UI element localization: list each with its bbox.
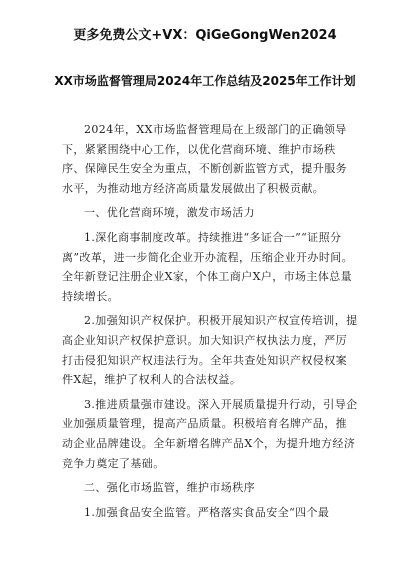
section-1-item-3: 3.推进质量强市建设。深入开展质量提升行动，引导企业加强质量管理，提高产品质量。积极培育名牌产品，推动企业品牌建设。全年新增名牌产品X个，为提升地方经济竞争力奠定了基础。 — [62, 397, 358, 470]
document-body — [62, 120, 358, 522]
section-1-heading: 一、优化营商环境，激发市场活力 — [84, 206, 255, 220]
promo-banner: 更多免费公文+VX：QiGeGongWen2024 — [73, 28, 337, 43]
section-1-item-1: 1.深化商事制度改革。持续推进“多证合一”“证照分离”改革，进一步简化企业开办流程，压缩企业开办时间。全年新登记注册企业X家，个体工商户X户，市场主体总量持续增长。 — [62, 230, 354, 303]
section-2-item-1: 1.加强食品安全监管。严格落实食品安全“四个最 — [84, 505, 330, 519]
section-2-heading: 二、强化市场监管，维护市场秩序 — [84, 481, 255, 495]
section-1-item-2: 2.加强知识产权保护。积极开展知识产权宣传培训，提高企业知识产权保护意识。加大知识产权执法力度，严厉打击侵犯知识产权违法行为。全年共查处知识产权侵权案件X起，维护了权利人的合法权益。 — [62, 314, 358, 387]
intro-paragraph: 2024年，XX市场监督管理局在上级部门的正确领导下，紧紧围绕中心工作，以优化营商环境、维护市场秩序、保障民生安全为重点，不断创新监管方式，提升服务水平，为推动地方经济高质量发展做出了积极贡献。 — [62, 123, 347, 195]
document-title: XX市场监督管理局2024年工作总结及2025年工作计划 — [54, 74, 356, 88]
